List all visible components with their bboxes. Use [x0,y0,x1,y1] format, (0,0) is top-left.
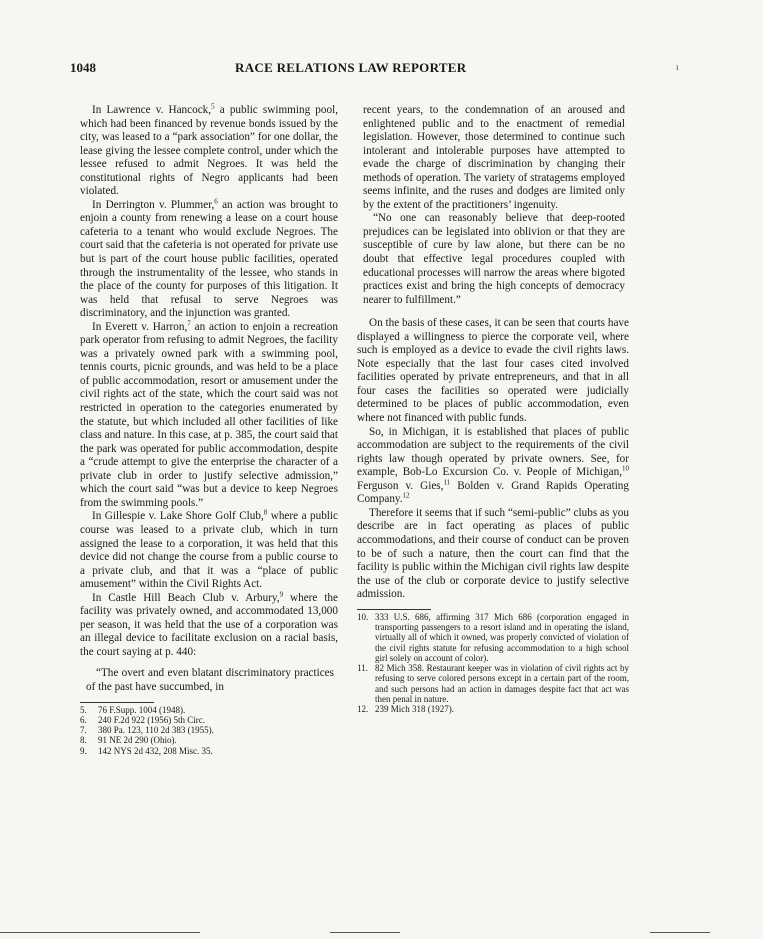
page-number: 1048 [70,60,96,75]
footnotes-right [357,612,629,715]
footnote-rule [357,609,431,610]
paragraph-derrington: In Derrington v. Plummer,$^6$ an action was brought to enjoin a county from renewing a lease on a court house cafeteria to a tenant who would exclude Negroes. The court said that the cafeteria is not operated for private use but is part of the court house public facilities, operated through the instrumentality of the lessee, who stands in the place of the county for purposes of this litigation. It was held that refusal to serve Negroes was discriminatory, and the injunction was granted. [80,197,338,320]
paragraph-gillespie: In Gillespie v. Lake Shore Golf Club,$^8$ where a public course was leased to a private club, which in turn assigned the lease to a corporation, it was held that this device did not change the course from a public course to a private club, and that it was a “place of public amusement” within the Civil Rights Act. [80,508,338,591]
margin-mark: ı [676,62,679,72]
running-title: RACE RELATIONS LAW REPORTER [235,60,467,75]
paragraph-lawrence: In Lawrence v. Hancock,$^5$ a public swimming pool, which had been financed by revenue bonds issued by the city, was leased to a “park association” for one dollar, the lease giving the lessee complete control, under which the lessee refused to admit Negroes. It was held the constitutional rights of Negro applicants had been violated. [80,102,338,198]
right-column [357,104,629,715]
footnote: 9. 142 NYS 2d 432, 208 Misc. 35. [80,745,213,756]
footer-rule-center [330,932,400,933]
footnote: 5. 76 F.Supp. 1004 (1948). [80,704,186,715]
paragraph-conclusion-basis: On the basis of these cases, it can be seen that courts have displayed a willingness to pierce the corporate veil, where such is employed as a device to evade the civil rights laws. Note especially that the last four cases cited involved facilities operated by private entrepreneurs, and that in all four cases the facilities so operated were judicially determined to be places of public accommodation, even where not financed with public funds. [357,317,629,425]
footnote: 6. 240 F.2d 922 (1956) 5th Circ. [80,714,206,725]
paragraph-therefore: Therefore it seems that if such “semi-public” clubs as you describe are in fact operating as places of public accommodations, and their course of conduct can be proven to be of such a nature, then the court can find that the facility is public within the Michigan civil rights law despite the use of the club or corporate device to justify selective admission. [357,506,629,601]
footer-rule-left [0,932,200,933]
footnote: 10. 333 U.S. 686, affirming 317 Mich 686 (corporation engaged in transporting passengers to a resort island and in operating the island, virtually all of which it owned, was properly convicted of violation of the civil rights statute for refusing accommodation to a high school girl solely on account of color). [357,611,629,663]
block-quote-start: “The overt and even blatant discriminatory practices of the past have succumbed, in [86,667,334,693]
footer-rule-right [650,932,710,933]
footnote: 7. 380 Pa. 123, 110 2d 383 (1955). [80,725,214,736]
footnote: 8. 91 NE 2d 290 (Ohio). [80,735,177,746]
footnote: 11. 82 Mich 358. Restaurant keeper was in violation of civil rights act by refusing to serve colored persons except in a certain part of the room, and such persons had an action in damages despite fact that act was then penal in nature. [357,663,629,705]
page-header [70,60,640,80]
paragraph-michigan: So, in Michigan, it is established that places of public accommodation are subject to the requirements of the civil rights law though operated by private owners. See, for example, Bob-Lo Excursion Co. v. People of Michigan,$^{10}$ Ferguson v. Gies,$^{11}$ Bolden v. Grand Rapids Operating Company.$^{12}$ [357,425,629,506]
paragraph-castle-hill: In Castle Hill Beach Club v. Arbury,$^9$ where the facility was privately owned, and accommodated 13,000 per season, it was held that the use of a corporation was an illegal device to facilitate exclusion on a racial basis, the court saying at p. 440: [80,589,338,658]
paragraph-everett: In Everett v. Harron,$^7$ an action to enjoin a recreation park operator from refusing to admit Negroes, the facility was a privately owned park with a swimming pool, tennis courts, picnic grounds, and was held to be a place of public accommodation, resort or amusement under the civil rights act of the state, which the court said was not restricted in operation to the categories enumerated by the statute, but which included all other facilities of like class and nature. In this case, at p. 385, the court said that the park was operated for public accommodation, despite a “crude attempt to give the enterprise the character of a private club in order to justify selective admission,” which the court said “was but a device to keep Negroes from the swimming pools.” [80,319,338,509]
footnote: 12. 239 Mich 318 (1927). [357,704,454,715]
left-column [80,104,338,756]
block-quote-continued: recent years, to the condemnation of an aroused and enlightened public and to the enactment of remedial legislation. However, those determined to continue such intolerant and intolerable purposes have attempted to evade the charge of discrimination by changing their methods of operation. The variety of stratagems employed seems infinite, and the ruses and dodges are limited only by the extent of the practitioners’ ingenuity. “No one can reasonably believe that deep-rooted prejudices can be legislated into oblivion or that they are susceptible of cure by law alone, but there can be no doubt that effective legal procedures coupled with educational processes will narrow the areas where bigoted practices exist and bring the high concepts of democracy nearer to fulfillment.” [363,104,625,306]
footnote-rule [80,702,154,703]
footnotes-left [80,705,338,756]
